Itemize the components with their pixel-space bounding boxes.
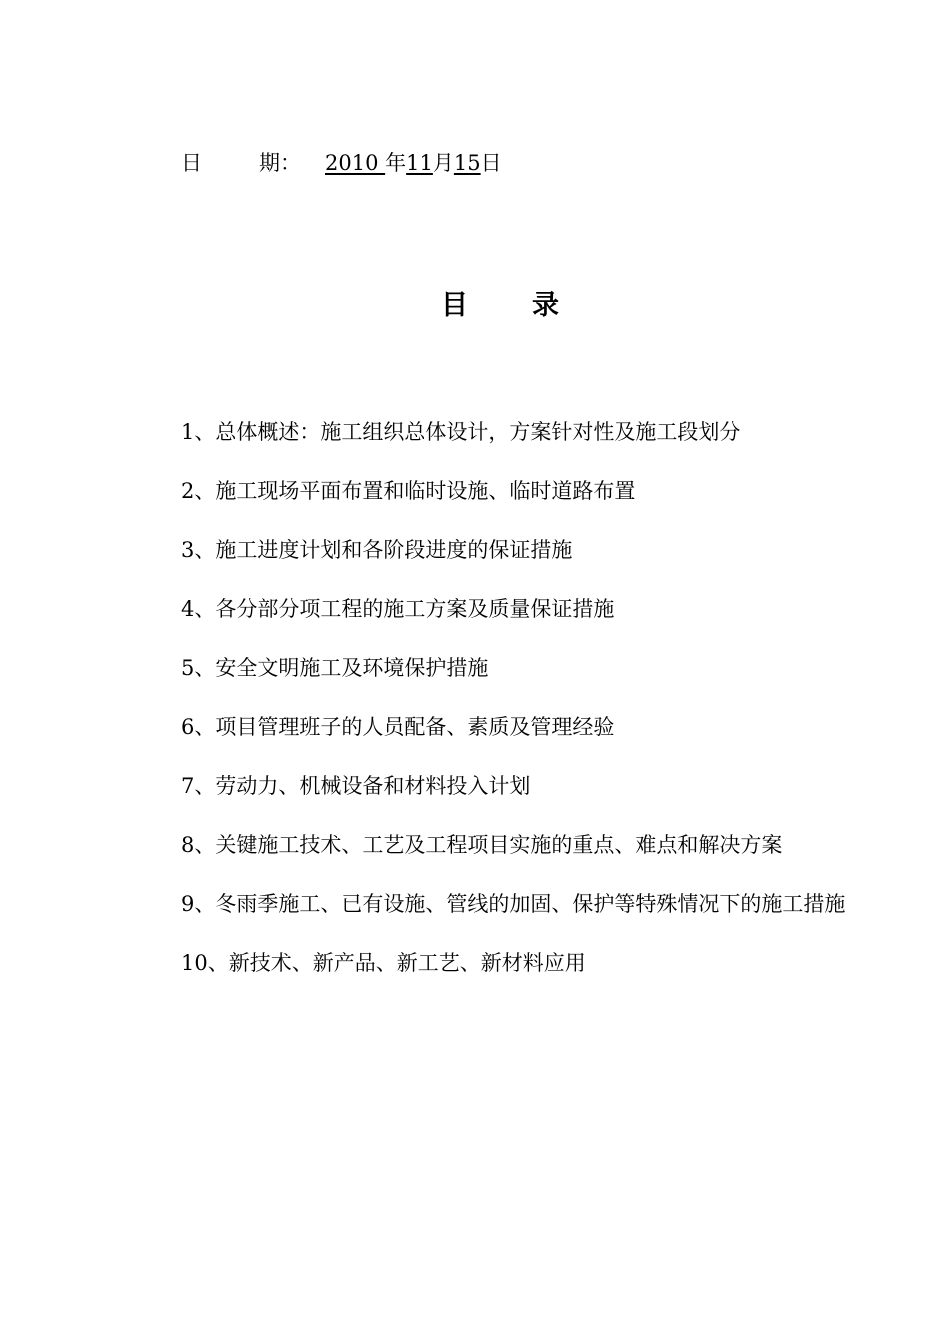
toc-title-right: 录 [532, 290, 559, 321]
date-year-unit: 年 [385, 151, 407, 175]
date-label-ri: 日 [181, 151, 202, 175]
toc-item-8: 8、关键施工技术、工艺及工程项目实施的重点、难点和解决方案 [181, 833, 783, 857]
toc-item-7: 7、劳动力、机械设备和材料投入计划 [181, 774, 531, 798]
toc-title [0, 288, 950, 324]
toc-list [137, 403, 867, 993]
toc-item-10: 10、新技术、新产品、新工艺、新材料应用 [181, 951, 586, 975]
date-day-unit: 日 [480, 151, 502, 175]
toc-item-2: 2、施工现场平面布置和临时设施、临时道路布置 [181, 479, 636, 503]
date-month-unit: 月 [432, 151, 454, 175]
toc-item-9: 9、冬雨季施工、已有设施、管线的加固、保护等特殊情况下的施工措施 [181, 892, 846, 916]
toc-title-left: 目 [441, 290, 468, 321]
date-day: 15 [453, 151, 481, 175]
toc-item-4: 4、各分部分项工程的施工方案及质量保证措施 [181, 597, 615, 621]
toc-item-1: 1、总体概述：施工组织总体设计，方案针对性及施工段划分 [181, 420, 741, 444]
toc-item-6: 6、项目管理班子的人员配备、素质及管理经验 [181, 715, 615, 739]
toc-item-3: 3、施工进度计划和各阶段进度的保证措施 [181, 538, 573, 562]
date-label-qi: 期： [259, 151, 301, 175]
date-month: 11 [406, 151, 433, 175]
date-line [181, 148, 502, 178]
toc-item-5: 5、安全文明施工及环境保护措施 [181, 656, 489, 680]
date-year: 2010 [325, 151, 379, 175]
